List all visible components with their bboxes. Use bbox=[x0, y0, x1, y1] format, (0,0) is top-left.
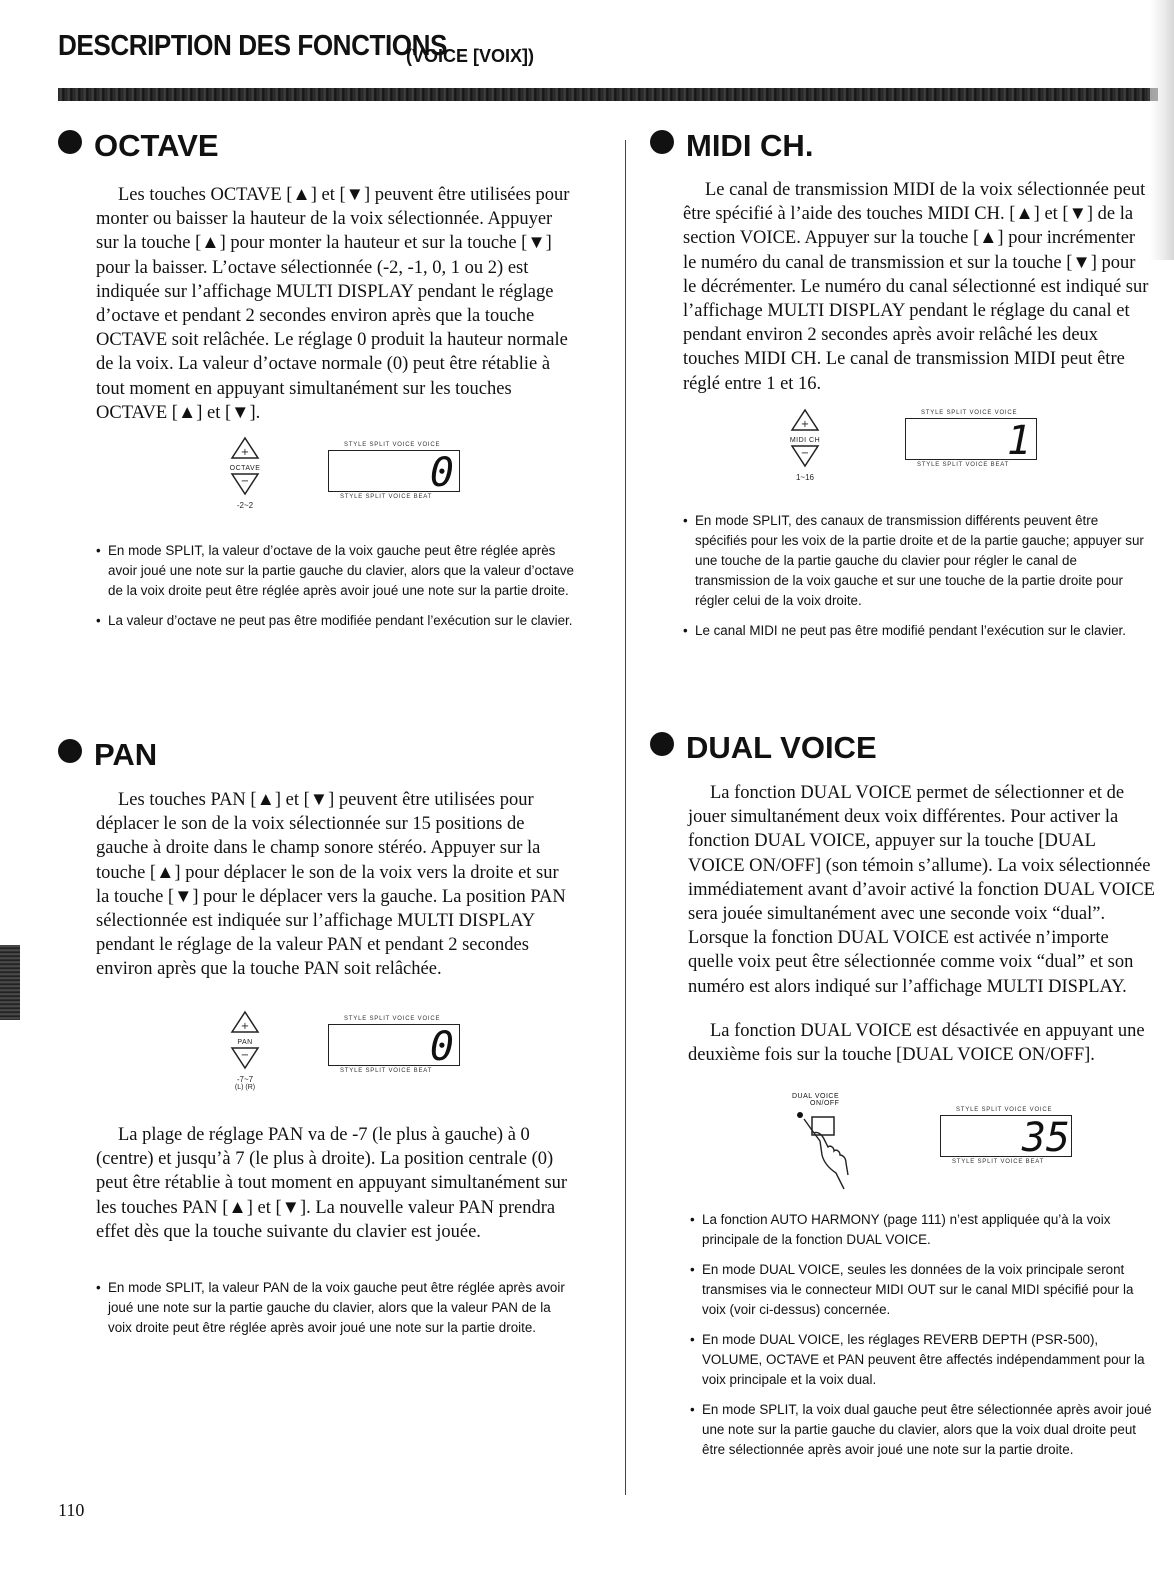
note-item: • En mode SPLIT, la voix dual gauche peut être sélectionnée après avoir joué une note sur la partie gauche du clavier, alors que la voix dual droite peut être sélectionnée après avoir joué une note sur la partie droite. bbox=[690, 1400, 1158, 1460]
section-title-midi bbox=[650, 128, 813, 164]
midi-lcd bbox=[905, 410, 1045, 476]
bullet-icon bbox=[58, 130, 82, 154]
pan-button-label: PAN bbox=[237, 1039, 253, 1046]
octave-lcd bbox=[328, 442, 468, 508]
dual-diagram bbox=[792, 1093, 1082, 1198]
dual-title: DUAL VOICE bbox=[686, 730, 877, 765]
note-item: • Le canal MIDI ne peut pas être modifié pendant l’exécution sur le clavier. bbox=[683, 621, 1153, 641]
svg-text:−: − bbox=[800, 448, 810, 459]
bullet-icon bbox=[650, 732, 674, 756]
note-item: • La fonction AUTO HARMONY (page 111) n’est appliquée qu’à la voix principale de la fonction DUAL VOICE. bbox=[690, 1210, 1158, 1250]
down-triangle-icon bbox=[230, 472, 260, 496]
down-triangle-icon bbox=[230, 1046, 260, 1070]
pan-lcd-value: 0 bbox=[429, 1024, 454, 1070]
note-item: • En mode SPLIT, la valeur PAN de la voix gauche peut être réglée après avoir joué une note sur la partie gauche du clavier, alors que la valeur PAN de la voix droite peut être réglée après avoir joué une note sur la partie droite. bbox=[96, 1278, 574, 1338]
section-title-pan bbox=[58, 737, 157, 773]
dual-paragraph-2 bbox=[688, 1019, 1156, 1067]
pan-range-sub: (L) (R) bbox=[234, 1084, 256, 1091]
pan-lcd bbox=[328, 1016, 468, 1082]
page-number: 110 bbox=[58, 1500, 85, 1520]
pan-range: -7~7 bbox=[236, 1075, 254, 1084]
dual-notes bbox=[690, 1210, 1158, 1470]
note-item: • En mode DUAL VOICE, seules les données de la voix principale seront transmises via le connecteur MIDI OUT sur le canal MIDI spécifié pour la voix (voir ci-dessus) concernée. bbox=[690, 1260, 1158, 1320]
pan-buttons bbox=[210, 1010, 280, 1091]
bullet-icon bbox=[650, 130, 674, 154]
octave-diagram bbox=[210, 436, 470, 520]
midi-paragraph-text: Le canal de transmission MIDI de la voix sélectionnée peut être spécifié à l’aide des touches MIDI CH. [▲] et [▼] de la section VOICE. Appuyer sur la touche [▲] pour incrémenter le numéro du canal de transmission et sur la touche [▼] pour le décrémenter. Le numéro du canal sélectionné est indiqué sur l’affichage MULTI DISPLAY pendant le réglage du canal et pendant environ 2 secondes après avoir relâché les deux touches MIDI CH. Le canal de transmission MIDI peut être réglé entre 1 et 16. bbox=[683, 180, 1149, 394]
bullet-icon bbox=[58, 739, 82, 763]
pan-paragraph-2-text: La plage de réglage PAN va de -7 (le plus à gauche) à 0 (centre) et jusqu’à 7 (le plus à droite). La position centrale (0) peut être rétablie à tout moment en appuyant simultanément sur les touches PAN [▲] et [▼]. La nouvelle valeur PAN prendra effet dès que la touche suivante du clavier est jouée. bbox=[96, 1125, 568, 1242]
svg-text:+: + bbox=[240, 447, 250, 458]
lcd-bottom-labels: STYLE SPLIT VOICE BEAT bbox=[340, 494, 433, 500]
pan-paragraph bbox=[96, 788, 574, 982]
octave-lcd-value: 0 bbox=[429, 450, 454, 496]
pan-title: PAN bbox=[94, 737, 158, 772]
up-triangle-icon bbox=[230, 436, 260, 460]
page-title: DESCRIPTION DES FONCTIONS bbox=[58, 30, 447, 62]
dual-button bbox=[792, 1093, 872, 1107]
midi-button-label: MIDI CH bbox=[789, 437, 821, 444]
page-subtitle: (VOICE [VOIX]) bbox=[406, 46, 535, 66]
octave-paragraph bbox=[96, 183, 574, 425]
octave-button-label: OCTAVE bbox=[229, 465, 261, 472]
header-rule bbox=[58, 88, 1158, 101]
down-triangle-icon bbox=[790, 444, 820, 468]
pan-paragraph-text: Les touches PAN [▲] et [▼] peuvent être utilisées pour déplacer le son de la voix sélectionnée sur 15 positions de gauche à droite dans le champ sonore stéréo. Appuyer sur la touche [▲] pour déplacer le son de la voix vers la droite et sur la touche [▼] pour le déplacer vers la gauche. La position PAN sélectionnée est indiquée sur l’affichage MULTI DISPLAY pendant le réglage de la valeur PAN et pendant 2 secondes environ après que la touche PAN soit relâchée. bbox=[96, 790, 566, 980]
up-triangle-icon bbox=[230, 1010, 260, 1034]
note-item: • En mode DUAL VOICE, les réglages REVERB DEPTH (PSR-500), VOLUME, OCTAVE et PAN peuvent être affectés indépendamment pour la voix principale et la voix dual. bbox=[690, 1330, 1158, 1390]
section-title-octave bbox=[58, 128, 219, 164]
octave-paragraph-text: Les touches OCTAVE [▲] et [▼] peuvent être utilisées pour monter ou baisser la hauteur de la voix sélectionnée. Appuyer sur la touche [▲] pour monter la hauteur et sur la touche [▼] pour la baisser. L’octave sélectionnée (-2, -1, 0, 1 ou 2) est indiquée sur l’affichage MULTI DISPLAY pendant le réglage d’octave et pendant 2 secondes environ après que la touche OCTAVE soit relâchée. Le réglage 0 produit la hauteur normale de la voix. La valeur d’octave normale (0) peut être rétablie à tout moment en appuyant simultanément sur les touches OCTAVE [▲] et [▼]. bbox=[96, 185, 570, 423]
midi-range: 1~16 bbox=[795, 473, 815, 482]
midi-title: MIDI CH. bbox=[686, 128, 814, 163]
lcd-top-labels: STYLE SPLIT VOICE VOICE bbox=[956, 1107, 1053, 1113]
note-item: • En mode SPLIT, la valeur d’octave de la voix gauche peut être réglée après avoir joué une note sur la partie gauche du clavier, alors que la valeur d’octave de la voix droite peut être réglée après avoir joué une note sur la partie droite. bbox=[96, 541, 574, 601]
page-header bbox=[58, 30, 535, 66]
octave-range: -2~2 bbox=[236, 501, 254, 510]
svg-text:+: + bbox=[240, 1021, 250, 1032]
dual-lcd-value: 35 bbox=[1021, 1115, 1070, 1161]
up-triangle-icon bbox=[790, 408, 820, 432]
octave-buttons bbox=[210, 436, 280, 510]
scan-edge-shadow bbox=[1150, 0, 1174, 260]
dual-button-label: DUAL VOICE bbox=[792, 1093, 840, 1100]
pan-diagram bbox=[210, 1010, 470, 1110]
pan-notes bbox=[96, 1278, 574, 1348]
dual-button-sub: ON/OFF bbox=[810, 1100, 840, 1107]
midi-diagram bbox=[770, 408, 1040, 492]
midi-lcd-value: 1 bbox=[1006, 418, 1031, 464]
column-divider bbox=[625, 140, 626, 1495]
svg-text:+: + bbox=[800, 419, 810, 430]
midi-notes bbox=[683, 511, 1153, 651]
lcd-bottom-labels: STYLE SPLIT VOICE BEAT bbox=[917, 462, 1010, 468]
dual-lcd bbox=[940, 1107, 1080, 1173]
dual-paragraph-text: La fonction DUAL VOICE permet de sélectionner et de jouer simultanément deux voix différentes. Pour activer la fonction DUAL VOICE, appuyer sur la touche [DUAL VOICE ON/OFF] (son témoin s’allume). La voix sélectionnée immédiatement avant d’avoir activé la fonction DUAL VOICE sera jouée simultanément avec une seconde voix “dual”. Lorsque la fonction DUAL VOICE est activée n’importe quelle voix peut être sélectionnée comme voix “dual” et son numéro est alors indiqué sur l’affichage MULTI DISPLAY. bbox=[688, 783, 1155, 997]
section-title-dual bbox=[650, 730, 877, 766]
lcd-top-labels: STYLE SPLIT VOICE VOICE bbox=[344, 442, 441, 448]
lcd-top-labels: STYLE SPLIT VOICE VOICE bbox=[344, 1016, 441, 1022]
midi-buttons bbox=[770, 408, 840, 482]
pressing-hand-icon bbox=[792, 1111, 872, 1191]
octave-notes bbox=[96, 541, 574, 641]
midi-paragraph bbox=[683, 178, 1153, 396]
lcd-bottom-labels: STYLE SPLIT VOICE BEAT bbox=[952, 1159, 1045, 1165]
note-item: • En mode SPLIT, des canaux de transmission différents peuvent être spécifiés pour les voix de la partie droite et de la partie gauche; appuyer sur une touche de la partie gauche du clavier pour régler le canal de transmission de la voix gauche et sur une touche de la partie droite pour régler celui de la voix droite. bbox=[683, 511, 1153, 611]
svg-text:−: − bbox=[240, 476, 250, 487]
octave-title: OCTAVE bbox=[94, 128, 219, 163]
pan-paragraph-2 bbox=[96, 1123, 574, 1244]
chapter-tab bbox=[0, 945, 20, 1020]
dual-paragraph bbox=[688, 781, 1156, 999]
note-item: • La valeur d’octave ne peut pas être modifiée pendant l’exécution sur le clavier. bbox=[96, 611, 574, 631]
lcd-bottom-labels: STYLE SPLIT VOICE BEAT bbox=[340, 1068, 433, 1074]
lcd-top-labels: STYLE SPLIT VOICE VOICE bbox=[921, 410, 1018, 416]
dual-paragraph-2-text: La fonction DUAL VOICE est désactivée en appuyant une deuxième fois sur la touche [DUAL VOICE ON/OFF]. bbox=[688, 1021, 1145, 1066]
svg-text:−: − bbox=[240, 1050, 250, 1061]
